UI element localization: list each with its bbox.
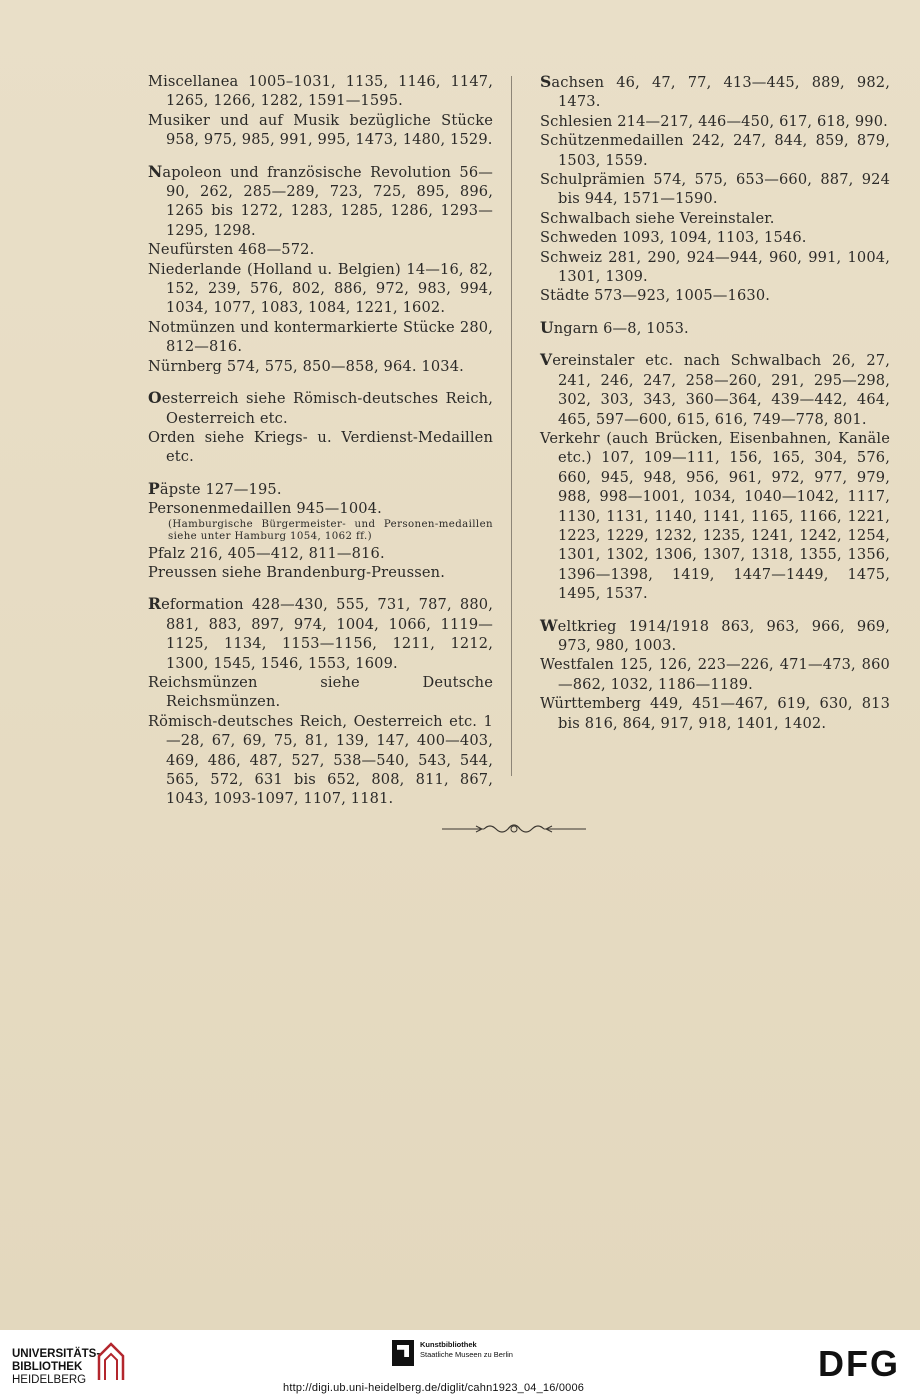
index-column-right	[540, 72, 890, 733]
index-entry: Verkehr (auch Brücken, Eisenbahnen, Kanäle etc.) 107, 109—111, 156, 165, 304, 576, 660, 945, 948, 956, 961, 972, 977, 979, 988, 998—1001, 1034, 1040—1042, 1117, 1130, 1131, 1140, 1141, 1165, 1166, 1221, 1223, 1229, 1232, 1235, 1241, 1242, 1254, 1301, 1302, 1306, 1307, 1318, 1355, 1356, 1396—1398, 1419, 1447—1449, 1475, 1495, 1537.	[540, 429, 890, 603]
letter-initial: R	[148, 594, 162, 614]
index-entry: Nürnberg 574, 575, 850—858, 964. 1034.	[148, 357, 464, 375]
index-entry: Niederlande (Holland u. Belgien) 14—16, 82, 152, 239, 576, 802, 886, 972, 983, 994, 1034, 1077, 1083, 1084, 1221, 1602.	[148, 260, 493, 317]
index-entry: Neufürsten 468—572.	[148, 241, 315, 259]
index-entry: Vereinstaler etc. nach Schwalbach 26, 27, 241, 246, 247, 258—260, 291, 295—298, 302, 303, 343, 360—364, 439—442, 464, 465, 597—600, 615, 616, 749—778, 801.	[540, 350, 890, 428]
index-entry: Reichsmünzen siehe Deutsche Reichsmünzen.	[148, 673, 493, 711]
index-entry: Städte 573—923, 1005—1630.	[540, 287, 771, 305]
letter-initial: V	[540, 350, 553, 370]
index-entry: Württemberg 449, 451—467, 619, 630, 813 bis 816, 864, 917, 918, 1401, 1402.	[540, 695, 890, 732]
letter-initial: P	[148, 478, 160, 498]
index-entry: Römisch-deutsches Reich, Oesterreich etc. 1—28, 67, 69, 75, 81, 139, 147, 400—403, 469, 486, 487, 527, 538—540, 543, 544, 565, 572, 631 bis 652, 808, 811, 867, 1043, 1093-1097, 1107, 1181.	[148, 712, 493, 808]
index-entry: Personenmedaillen 945—1004. (Hamburgische Bürgermeister- und Personen-medaillen siehe unter Hamburg 1054, 1062 ff.)	[148, 500, 493, 543]
column-divider	[511, 76, 512, 776]
index-entry: Schützenmedaillen 242, 247, 844, 859, 879, 1503, 1559.	[540, 132, 890, 169]
index-entry: Napoleon und französische Revolution 56—90, 262, 285—289, 723, 725, 895, 896, 1265 bis 1272, 1283, 1285, 1286, 1293—1295, 1298.	[148, 161, 493, 239]
university-library-mark-icon	[95, 1340, 127, 1384]
letter-initial: U	[540, 317, 554, 337]
index-entry: Notmünzen und kontermarkierte Stücke 280, 812—816.	[148, 318, 493, 356]
dfg-logo: DFG	[818, 1343, 900, 1384]
digitization-footer	[0, 1330, 920, 1397]
university-library-logo: UNIVERSITÄTS- BIBLIOTHEK HEIDELBERG	[12, 1348, 101, 1386]
letter-initial: N	[148, 161, 163, 181]
index-entry: Musiker und auf Musik bezügliche Stücke 958, 975, 985, 991, 995, 1473, 1480, 1529.	[148, 111, 493, 149]
index-note: (Hamburgische Bürgermeister- und Personen-medaillen siehe unter Hamburg 1054, 1062 ff.)	[168, 518, 493, 543]
index-entry: Reformation 428—430, 555, 731, 787, 880, 881, 883, 897, 974, 1004, 1066, 1119—1125, 1134, 1153—1156, 1211, 1212, 1300, 1545, 1546, 1553, 1609.	[148, 594, 493, 672]
index-column-left	[148, 72, 493, 809]
index-entry: Weltkrieg 1914/1918 863, 963, 966, 969, 973, 980, 1003.	[540, 615, 890, 654]
source-url[interactable]: http://digi.ub.uni-heidelberg.de/diglit/cahn1923_04_16/0006	[283, 1382, 585, 1394]
index-entry: Schlesien 214—217, 446—450, 617, 618, 990.	[540, 112, 888, 130]
decorative-ornament-icon	[440, 818, 588, 840]
index-entry: Preussen siehe Brandenburg-Preussen.	[148, 563, 446, 581]
index-entry: Ungarn 6—8, 1053.	[540, 317, 689, 337]
index-entry: Oesterreich siehe Römisch-deutsches Reich, Oesterreich etc.	[148, 388, 493, 427]
index-entry: Orden siehe Kriegs- u. Verdienst-Medaillen etc.	[148, 428, 493, 466]
index-entry: Schwalbach siehe Vereinstaler.	[540, 209, 775, 227]
letter-initial: O	[148, 388, 162, 408]
index-entry: Westfalen 125, 126, 223—226, 471—473, 860—862, 1032, 1186—1189.	[540, 656, 890, 693]
index-entry: Schweden 1093, 1094, 1103, 1546.	[540, 229, 807, 247]
letter-initial: W	[540, 615, 558, 635]
kunstbibliothek-logo-icon	[392, 1340, 414, 1366]
index-entry: Miscellanea 1005–1031, 1135, 1146, 1147, 1265, 1266, 1282, 1591—1595.	[148, 73, 493, 110]
index-entry: Schweiz 281, 290, 924—944, 960, 991, 1004, 1301, 1309.	[540, 248, 890, 286]
index-entry: Pfalz 216, 405—412, 811—816.	[148, 544, 385, 562]
kunstbibliothek-logo-text: Kunstbibliothek Staatliche Museen zu Berlin	[420, 1340, 513, 1359]
index-entry: Päpste 127—195.	[148, 478, 282, 498]
index-entry: Schulprämien 574, 575, 653—660, 887, 924 bis 944, 1571—1590.	[540, 171, 890, 208]
letter-initial: S	[540, 72, 552, 91]
index-entry: Sachsen 46, 47, 77, 413—445, 889, 982, 1473.	[540, 72, 890, 111]
